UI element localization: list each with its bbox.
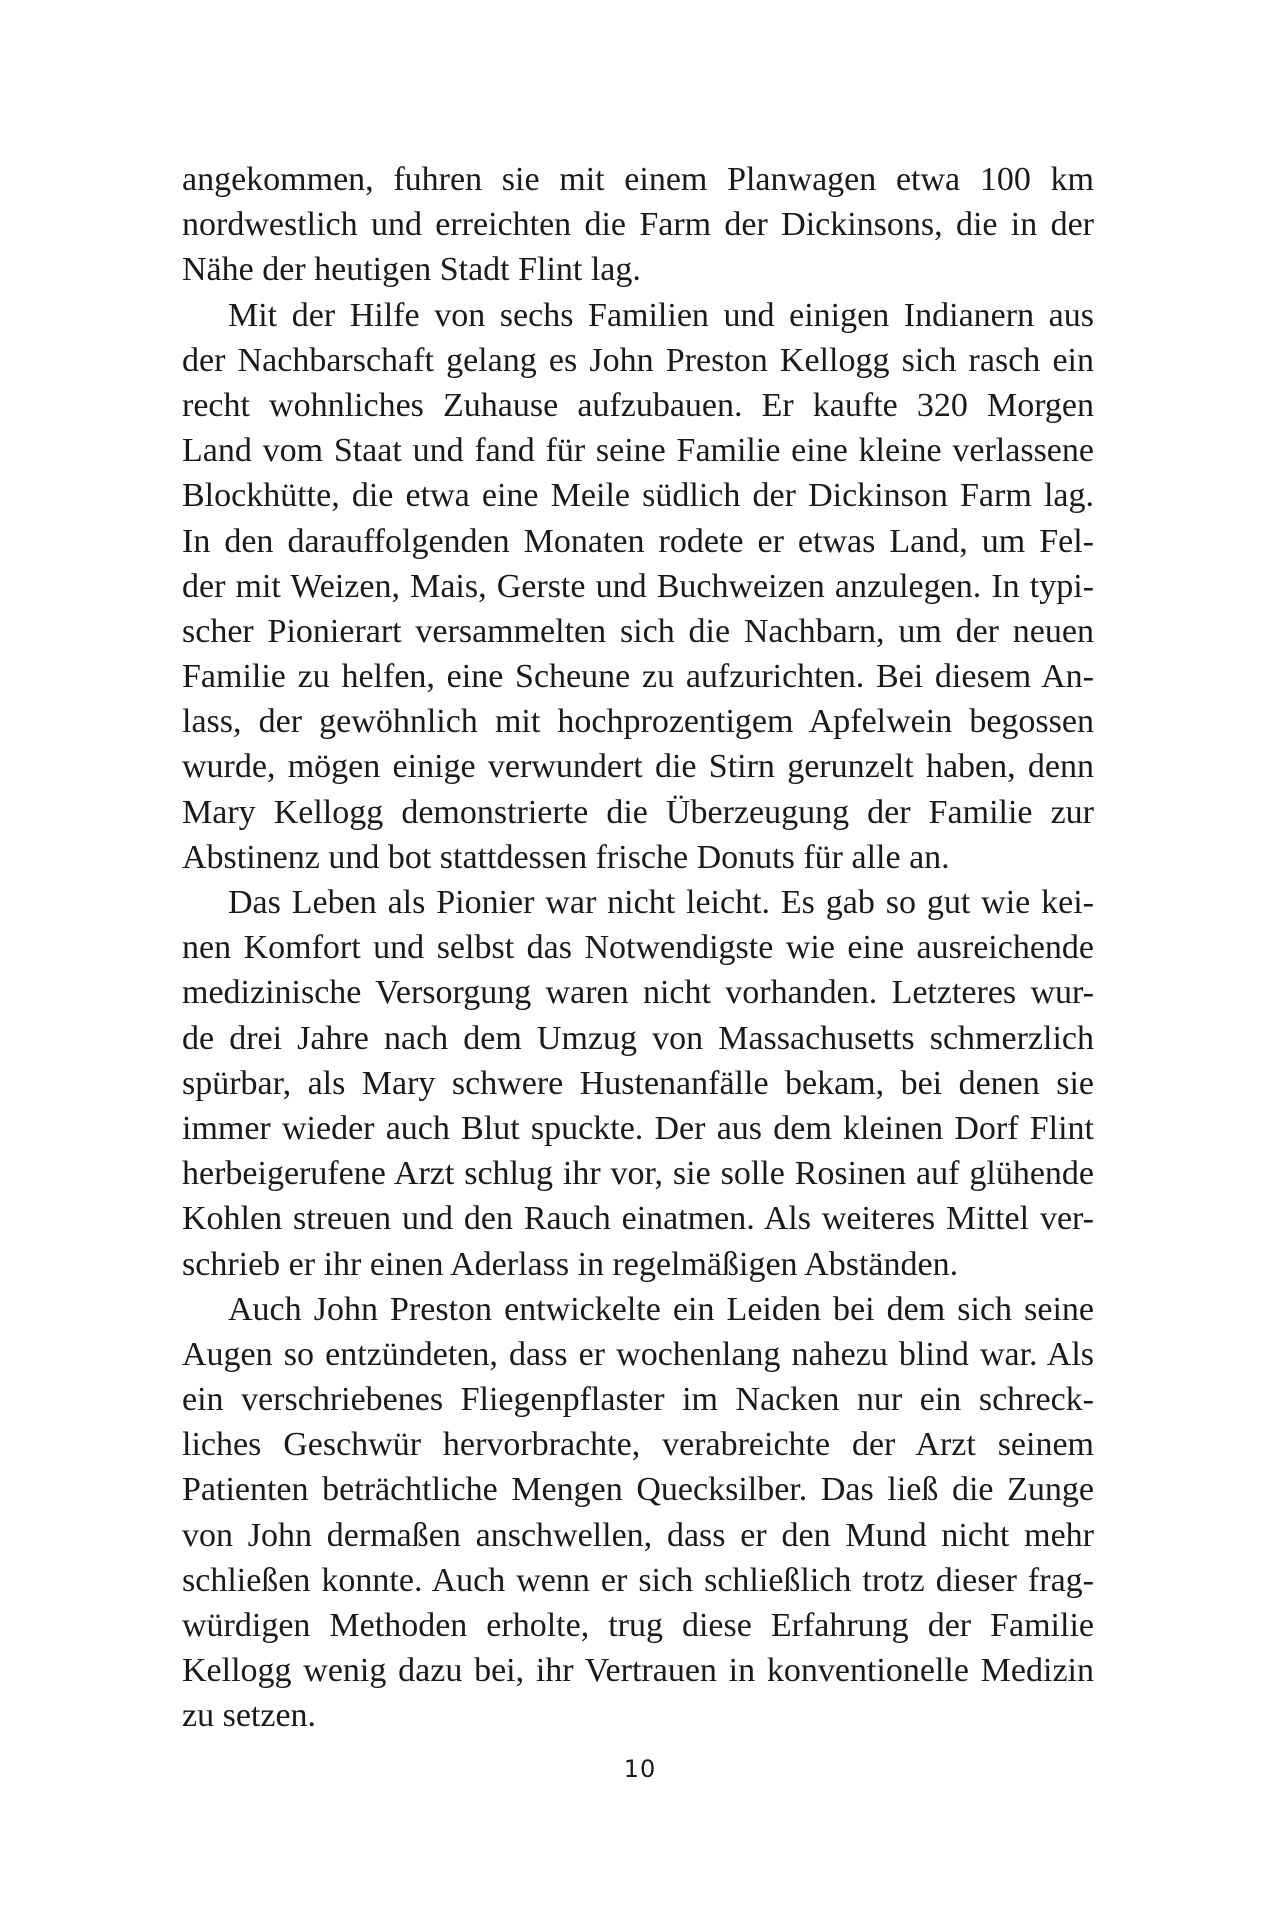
text-line: Patienten beträchtliche Mengen Quecksilber. Das ließ die Zunge <box>182 1471 1094 1509</box>
text-line: medizinische Versorgung waren nicht vorhanden. Letzteres wur- <box>182 974 1094 1012</box>
text-line: Land vom Staat und fand für seine Familie eine kleine verlassene <box>182 432 1094 470</box>
text-line: würdigen Methoden erholte, trug diese Erfahrung der Familie <box>182 1607 1094 1644</box>
text-line: Blockhütte, die etwa eine Meile südlich der Dickinson Farm lag. <box>182 477 1094 515</box>
text-line: de drei Jahre nach dem Umzug von Massachusetts schmerzlich <box>182 1019 1094 1057</box>
text-line: nen Komfort und selbst das Notwendigste wie eine ausreichende <box>182 929 1094 967</box>
text-line: Mary Kellogg demonstrierte die Überzeugung der Familie zur <box>182 793 1094 831</box>
text-line: Nähe der heutigen Stadt Flint lag. <box>182 251 641 289</box>
text-line: recht wohnliches Zuhause aufzubauen. Er kaufte 320 Morgen <box>182 386 1094 424</box>
text-line: Kohlen streuen und den Rauch einatmen. Als weiteres Mittel ver- <box>182 1200 1094 1238</box>
text-line: Das Leben als Pionier war nicht leicht. Es gab so gut wie kei- <box>228 884 1094 921</box>
text-line: zu setzen. <box>182 1697 317 1735</box>
page-number: 10 <box>623 1755 657 1783</box>
text-line: von John dermaßen anschwellen, dass er den Mund nicht mehr <box>182 1516 1094 1554</box>
text-line: spürbar, als Mary schwere Hustenanfälle bekam, bei denen sie <box>182 1064 1094 1102</box>
text-line: der mit Weizen, Mais, Gerste und Buchweizen anzulegen. In typi- <box>182 567 1094 605</box>
text-line: schließen konnte. Auch wenn er sich schließlich trotz dieser frag- <box>182 1561 1094 1599</box>
text-line: In den darauffolgenden Monaten rodete er etwas Land, um Fel- <box>182 522 1094 560</box>
text-line: Abstinenz und bot stattdessen frische Donuts für alle an. <box>182 838 950 876</box>
text-line: liches Geschwür hervorbrachte, verabreichte der Arzt seinem <box>182 1426 1094 1464</box>
text-line: ein verschriebenes Fliegenpflaster im Nacken nur ein schreck- <box>182 1381 1094 1419</box>
text-line: Augen so entzündeten, dass er wochenlang nahezu blind war. Als <box>182 1335 1094 1373</box>
text-line: scher Pionierart versammelten sich die Nachbarn, um der neuen <box>182 612 1094 650</box>
text-line: Kellogg wenig dazu bei, ihr Vertrauen in konventionelle Medizin <box>182 1652 1094 1690</box>
body-text <box>182 157 1094 1739</box>
text-line: Familie zu helfen, eine Scheune zu aufzurichten. Bei diesem An- <box>182 658 1094 696</box>
text-line: schrieb er ihr einen Aderlass in regelmäßigen Abständen. <box>182 1245 959 1283</box>
text-line: angekommen, fuhren sie mit einem Planwagen etwa 100 km <box>182 161 1094 198</box>
text-line: herbeigerufene Arzt schlug ihr vor, sie solle Rosinen auf glühende <box>182 1155 1094 1193</box>
text-line: der Nachbarschaft gelang es John Preston Kellogg sich rasch ein <box>182 341 1094 379</box>
text-line: immer wieder auch Blut spuckte. Der aus dem kleinen Dorf Flint <box>182 1109 1094 1147</box>
text-line: Auch John Preston entwickelte ein Leiden bei dem sich seine <box>228 1290 1094 1328</box>
text-line: lass, der gewöhnlich mit hochprozentigem Apfelwein begossen <box>182 703 1094 741</box>
text-line: wurde, mögen einige verwundert die Stirn gerunzelt haben, denn <box>182 748 1094 786</box>
text-line: Mit der Hilfe von sechs Familien und einigen Indianern aus <box>228 296 1094 334</box>
text-line: nordwestlich und erreichten die Farm der Dickinsons, die in der <box>182 206 1094 244</box>
